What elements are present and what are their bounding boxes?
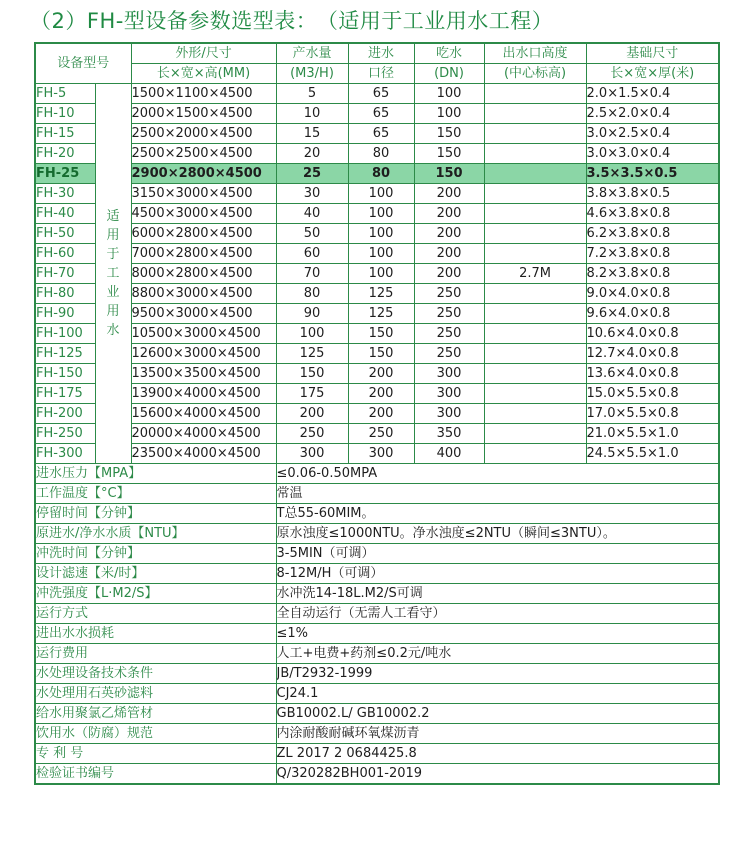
header-foundation-unit: 长×宽×厚(米) [586,64,719,84]
inlet-cell: 150 [348,324,414,344]
dimensions-cell: 23500×4000×4500 [131,444,276,464]
inlet-cell: 300 [348,444,414,464]
param-row [35,524,719,544]
dimensions-cell: 3150×3000×4500 [131,184,276,204]
param-row [35,664,719,684]
inlet-cell: 100 [348,204,414,224]
param-row [35,544,719,564]
param-row [35,624,719,644]
foundation-cell: 3.0×3.0×0.4 [586,144,719,164]
table-row [35,204,719,224]
table-row [35,384,719,404]
inlet-cell: 125 [348,284,414,304]
foundation-cell: 3.0×2.5×0.4 [586,124,719,144]
model-cell: FH-25 [35,164,95,184]
param-value: 全自动运行（无需人工看守） [276,604,719,624]
inlet-cell: 200 [348,384,414,404]
param-value: CJ24.1 [276,684,719,704]
model-cell: FH-50 [35,224,95,244]
table-row [35,324,719,344]
applicable-char: 于 [106,247,120,262]
model-cell: FH-150 [35,364,95,384]
inlet-cell: 125 [348,304,414,324]
param-label: 运行费用 [35,644,276,664]
inlet-cell: 65 [348,124,414,144]
outlet-height-cell [484,364,586,384]
header-dimensions: 外形/尺寸 [131,43,276,64]
param-value: Q/320282BH001-2019 [276,764,719,785]
header-draft-unit: (DN) [414,64,484,84]
dimensions-cell: 6000×2800×4500 [131,224,276,244]
outlet-height-cell [484,164,586,184]
table-row [35,164,719,184]
param-row [35,744,719,764]
param-value: 原水浊度≤1000NTU。净水浊度≤2NTU（瞬间≤3NTU）。 [276,524,719,544]
inlet-cell: 100 [348,264,414,284]
draft-cell: 300 [414,384,484,404]
title-main: （2）FH-型设备参数选型表： [30,9,318,33]
table-row [35,444,719,464]
param-label: 专 利 号 [35,744,276,764]
param-label: 进出水水损耗 [35,624,276,644]
dimensions-cell: 2900×2800×4500 [131,164,276,184]
model-cell: FH-70 [35,264,95,284]
table-row [35,404,719,424]
dimensions-cell: 15600×4000×4500 [131,404,276,424]
param-row [35,764,719,785]
draft-cell: 100 [414,84,484,104]
param-value: ZL 2017 2 0684425.8 [276,744,719,764]
header-draft: 吃水 [414,43,484,64]
flow-cell: 20 [276,144,348,164]
draft-cell: 150 [414,144,484,164]
model-cell: FH-20 [35,144,95,164]
flow-cell: 90 [276,304,348,324]
param-label: 进水压力【MPA】 [35,464,276,484]
param-row [35,504,719,524]
foundation-cell: 9.0×4.0×0.8 [586,284,719,304]
outlet-height-cell [484,304,586,324]
foundation-cell: 15.0×5.5×0.8 [586,384,719,404]
param-value: GB10002.L/ GB10002.2 [276,704,719,724]
param-value: ≤0.06-0.50MPA [276,464,719,484]
outlet-height-cell [484,184,586,204]
table-row [35,304,719,324]
dimensions-cell: 12600×3000×4500 [131,344,276,364]
applicable-char: 水 [106,323,120,338]
model-cell: FH-10 [35,104,95,124]
applicable-char: 业 [106,285,120,300]
dimensions-cell: 2000×1500×4500 [131,104,276,124]
title-subtitle: （适用于工业用水工程） [327,9,554,33]
model-cell: FH-125 [35,344,95,364]
model-cell: FH-175 [35,384,95,404]
table-row [35,124,719,144]
header-flow: 产水量 [276,43,348,64]
param-label: 设计滤速【米/时】 [35,564,276,584]
foundation-cell: 2.0×1.5×0.4 [586,84,719,104]
outlet-height-cell [484,404,586,424]
foundation-cell: 7.2×3.8×0.8 [586,244,719,264]
table-row [35,284,719,304]
outlet-height-cell [484,224,586,244]
inlet-cell: 200 [348,404,414,424]
header-row-sub [35,64,719,84]
outlet-height-cell [484,104,586,124]
flow-cell: 50 [276,224,348,244]
model-cell: FH-60 [35,244,95,264]
flow-cell: 30 [276,184,348,204]
model-cell: FH-300 [35,444,95,464]
header-flow-unit: (M3/H) [276,64,348,84]
flow-cell: 300 [276,444,348,464]
model-cell: FH-100 [35,324,95,344]
table-row [35,144,719,164]
header-row-top [35,43,719,64]
dimensions-cell: 9500×3000×4500 [131,304,276,324]
dimensions-cell: 13900×4000×4500 [131,384,276,404]
flow-cell: 70 [276,264,348,284]
inlet-cell: 100 [348,244,414,264]
param-value: 常温 [276,484,719,504]
param-label: 饮用水（防腐）规范 [35,724,276,744]
flow-cell: 250 [276,424,348,444]
foundation-cell: 2.5×2.0×0.4 [586,104,719,124]
model-cell: FH-250 [35,424,95,444]
model-cell: FH-15 [35,124,95,144]
draft-cell: 250 [414,324,484,344]
table-row [35,244,719,264]
foundation-cell: 24.5×5.5×1.0 [586,444,719,464]
draft-cell: 200 [414,244,484,264]
param-value: T总55-60MIM。 [276,504,719,524]
outlet-height-cell [484,324,586,344]
header-foundation: 基础尺寸 [586,43,719,64]
foundation-cell: 12.7×4.0×0.8 [586,344,719,364]
table-row [35,344,719,364]
inlet-cell: 65 [348,104,414,124]
model-cell: FH-200 [35,404,95,424]
param-label: 冲洗强度【L·M2/S】 [35,584,276,604]
table-row [35,424,719,444]
flow-cell: 10 [276,104,348,124]
draft-cell: 250 [414,344,484,364]
outlet-height-cell [484,444,586,464]
applicable-note [95,84,131,464]
draft-cell: 300 [414,364,484,384]
param-label: 停留时间【分钟】 [35,504,276,524]
model-cell: FH-5 [35,84,95,104]
dimensions-cell: 1500×1100×4500 [131,84,276,104]
outlet-height-cell: 2.7M [484,264,586,284]
flow-cell: 80 [276,284,348,304]
dimensions-cell: 8800×3000×4500 [131,284,276,304]
param-label: 水处理设备技术条件 [35,664,276,684]
draft-cell: 200 [414,184,484,204]
draft-cell: 250 [414,304,484,324]
table-row [35,84,719,104]
foundation-cell: 13.6×4.0×0.8 [586,364,719,384]
draft-cell: 150 [414,164,484,184]
header-inlet: 进水 [348,43,414,64]
outlet-height-cell [484,284,586,304]
param-value: ≤1% [276,624,719,644]
spec-table [34,42,720,785]
table-row [35,264,719,284]
param-value: 3-5MIN（可调） [276,544,719,564]
flow-cell: 5 [276,84,348,104]
table-row [35,224,719,244]
param-row [35,584,719,604]
header-dimensions-unit: 长×宽×高(MM) [131,64,276,84]
dimensions-cell: 20000×4000×4500 [131,424,276,444]
flow-cell: 125 [276,344,348,364]
param-label: 运行方式 [35,604,276,624]
param-value: JB/T2932-1999 [276,664,719,684]
flow-cell: 200 [276,404,348,424]
foundation-cell: 4.6×3.8×0.8 [586,204,719,224]
dimensions-cell: 2500×2500×4500 [131,144,276,164]
foundation-cell: 10.6×4.0×0.8 [586,324,719,344]
inlet-cell: 100 [348,184,414,204]
param-row [35,644,719,664]
inlet-cell: 250 [348,424,414,444]
table-row [35,364,719,384]
draft-cell: 100 [414,104,484,124]
dimensions-cell: 7000×2800×4500 [131,244,276,264]
foundation-cell: 17.0×5.5×0.8 [586,404,719,424]
param-label: 水处理用石英砂滤料 [35,684,276,704]
inlet-cell: 150 [348,344,414,364]
dimensions-cell: 8000×2800×4500 [131,264,276,284]
header-inlet-unit: 口径 [348,64,414,84]
outlet-height-cell [484,384,586,404]
inlet-cell: 100 [348,224,414,244]
draft-cell: 300 [414,404,484,424]
draft-cell: 200 [414,224,484,244]
header-outlet-unit: (中心标高) [484,64,586,84]
dimensions-cell: 13500×3500×4500 [131,364,276,384]
outlet-height-cell [484,124,586,144]
draft-cell: 250 [414,284,484,304]
param-row [35,704,719,724]
foundation-cell: 3.5×3.5×0.5 [586,164,719,184]
param-value: 人工+电费+药剂≤0.2元/吨水 [276,644,719,664]
applicable-char: 用 [106,228,120,243]
model-cell: FH-80 [35,284,95,304]
param-row [35,684,719,704]
param-label: 检验证书编号 [35,764,276,785]
model-cell: FH-30 [35,184,95,204]
param-label: 冲洗时间【分钟】 [35,544,276,564]
applicable-char: 适 [106,209,120,224]
param-row [35,484,719,504]
outlet-height-cell [484,424,586,444]
flow-cell: 175 [276,384,348,404]
param-row [35,604,719,624]
param-label: 给水用聚氯乙烯管材 [35,704,276,724]
draft-cell: 150 [414,124,484,144]
param-row [35,464,719,484]
param-label: 工作温度【°C】 [35,484,276,504]
inlet-cell: 80 [348,144,414,164]
table-row [35,184,719,204]
outlet-height-cell [484,84,586,104]
foundation-cell: 3.8×3.8×0.5 [586,184,719,204]
flow-cell: 25 [276,164,348,184]
flow-cell: 150 [276,364,348,384]
foundation-cell: 9.6×4.0×0.8 [586,304,719,324]
flow-cell: 15 [276,124,348,144]
page-title [30,4,553,38]
draft-cell: 400 [414,444,484,464]
header-outlet-height: 出水口高度 [484,43,586,64]
flow-cell: 100 [276,324,348,344]
outlet-height-cell [484,244,586,264]
inlet-cell: 65 [348,84,414,104]
param-value: 8-12M/H（可调） [276,564,719,584]
param-label: 原进水/净水水质【NTU】 [35,524,276,544]
applicable-char: 用 [106,304,120,319]
outlet-height-cell [484,144,586,164]
param-value: 内涂耐酸耐碱环氧煤沥青 [276,724,719,744]
model-cell: FH-40 [35,204,95,224]
foundation-cell: 21.0×5.5×1.0 [586,424,719,444]
dimensions-cell: 2500×2000×4500 [131,124,276,144]
param-row [35,724,719,744]
flow-cell: 40 [276,204,348,224]
outlet-height-cell [484,344,586,364]
inlet-cell: 80 [348,164,414,184]
foundation-cell: 8.2×3.8×0.8 [586,264,719,284]
outlet-height-cell [484,204,586,224]
applicable-char: 工 [106,266,120,281]
dimensions-cell: 10500×3000×4500 [131,324,276,344]
model-cell: FH-90 [35,304,95,324]
draft-cell: 350 [414,424,484,444]
inlet-cell: 200 [348,364,414,384]
header-model: 设备型号 [35,43,131,84]
param-row [35,564,719,584]
foundation-cell: 6.2×3.8×0.8 [586,224,719,244]
flow-cell: 60 [276,244,348,264]
dimensions-cell: 4500×3000×4500 [131,204,276,224]
param-value: 水冲洗14-18L.M2/S可调 [276,584,719,604]
table-row [35,104,719,124]
draft-cell: 200 [414,204,484,224]
draft-cell: 200 [414,264,484,284]
